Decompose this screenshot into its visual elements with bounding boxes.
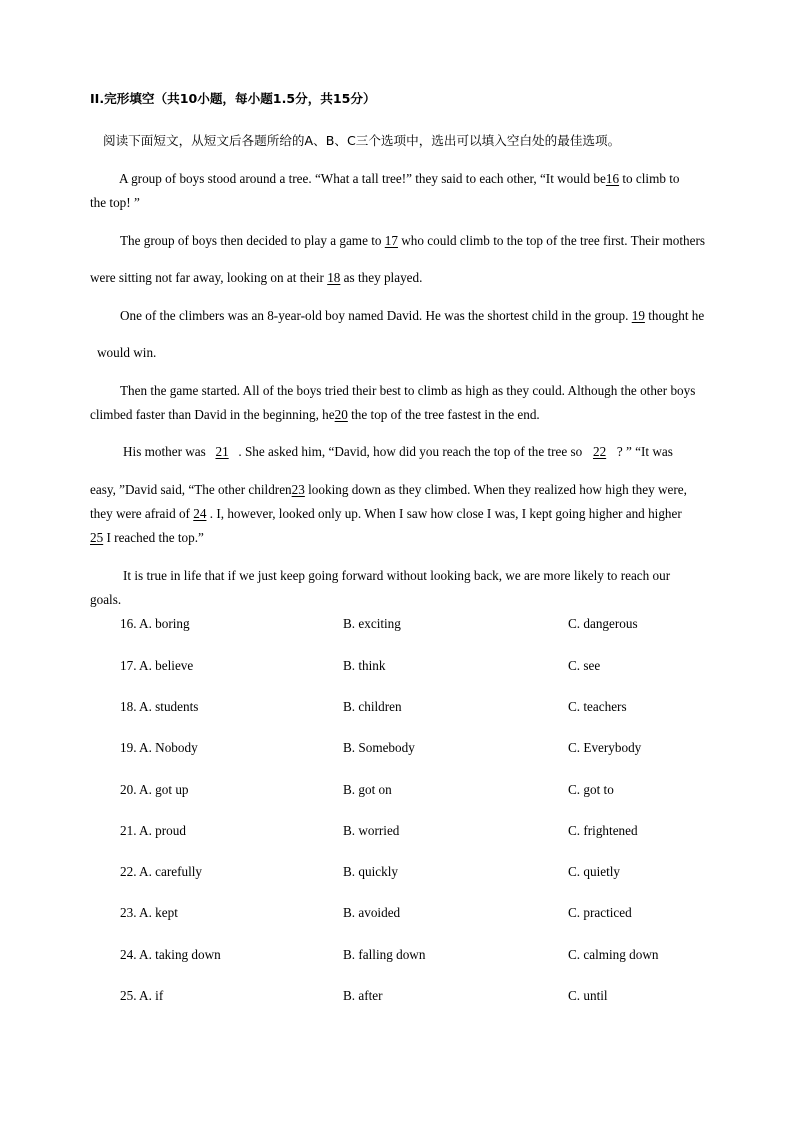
option-a: 24. A. taking down [120, 947, 221, 962]
blank-16: 16 [605, 171, 620, 186]
blank-22: 22 [592, 444, 607, 459]
section-heading: II.完形填空（共10小题，每小题1.5分，共15分） [90, 91, 376, 106]
option-a: 16. A. boring [120, 616, 190, 631]
option-a: 22. A. carefully [120, 864, 203, 879]
option-a: 25. A. if [120, 988, 164, 1003]
option-a: 19. A. Nobody [120, 740, 198, 755]
option-a: 18. A. students [120, 699, 199, 714]
passage-line [90, 406, 540, 424]
option-c: C. until [568, 988, 608, 1003]
option-c: C. quietly [568, 864, 621, 879]
passage-text: . She asked him, “David, how did you reach the top of the tree so [238, 444, 583, 459]
option-b: B. Somebody [343, 740, 415, 755]
passage-text: as they played. [343, 270, 423, 285]
passage-text: looking down as they climbed. When they realized how high they were, [308, 482, 687, 497]
blank-21: 21 [215, 444, 229, 459]
passage-line [90, 194, 140, 212]
option-c: C. frightened [568, 823, 638, 838]
option-b: B. worried [343, 823, 400, 838]
option-c: C. practiced [568, 905, 632, 920]
option-b: B. got on [343, 782, 392, 797]
option-b: B. avoided [343, 905, 401, 920]
option-c: C. calming down [568, 947, 659, 962]
passage-text: A group of boys stood around a tree. “What a tall tree!” they said to each other, “It would be [119, 171, 606, 186]
passage-text: Then the game started. All of the boys tried their best to climb as high as they could. Although the other boys [120, 383, 696, 398]
passage-text: would win. [97, 345, 157, 360]
option-a: 23. A. kept [120, 905, 178, 920]
blank-20: 20 [334, 407, 348, 422]
passage-text: who could climb to the top of the tree first. Their mothers [401, 233, 705, 248]
passage-line [120, 382, 695, 400]
passage-text: goals. [90, 592, 122, 607]
passage-line [90, 529, 204, 547]
option-c: C. got to [568, 782, 614, 797]
passage-text: ? ” “It was [616, 444, 673, 459]
option-b: B. falling down [343, 947, 426, 962]
passage-line [97, 344, 156, 362]
passage-text: were sitting not far away, looking on at their [90, 270, 324, 285]
blank-19: 19 [631, 308, 645, 323]
option-c: C. Everybody [568, 740, 642, 755]
option-c: C. see [568, 658, 601, 673]
passage-text: easy, ”David said, “The other children [90, 482, 292, 497]
passage-text: One of the climbers was an 8-year-old boy named David. He was the shortest child in the group. [120, 308, 629, 323]
passage-text: thought he [648, 308, 705, 323]
option-a: 17. A. believe [120, 658, 194, 673]
passage-text: It is true in life that if we just keep going forward without looking back, we are more likely to reach our [123, 568, 671, 583]
passage-line [119, 170, 680, 188]
option-a: 20. A. got up [120, 782, 189, 797]
passage-line [120, 307, 704, 325]
passage-line [123, 443, 673, 461]
passage-text: the top of the tree fastest in the end. [351, 407, 540, 422]
passage-line [90, 481, 687, 499]
passage-text: they were afraid of [90, 506, 190, 521]
passage-line [90, 591, 121, 609]
option-a: 21. A. proud [120, 823, 186, 838]
passage-text: His mother was [123, 444, 206, 459]
blank-25: 25 [90, 530, 104, 545]
blank-23: 23 [291, 482, 305, 497]
blank-17: 17 [384, 233, 398, 248]
passage-text: to climb to [622, 171, 680, 186]
option-b: B. think [343, 658, 386, 673]
option-b: B. quickly [343, 864, 398, 879]
passage-line [123, 567, 670, 585]
passage-text: the top! ” [90, 195, 140, 210]
option-c: C. dangerous [568, 616, 638, 631]
passage-text: climbed faster than David in the beginning, he [90, 407, 335, 422]
blank-24: 24 [193, 506, 207, 521]
passage-text: I reached the top.” [106, 530, 204, 545]
option-b: B. children [343, 699, 402, 714]
blank-18: 18 [327, 270, 341, 285]
section-instruction: 阅读下面短文，从短文后各题所给的A、B、C三个选项中，选出可以填入空白处的最佳选项。 [103, 133, 621, 148]
option-b: B. exciting [343, 616, 401, 631]
passage-line [120, 232, 705, 250]
option-b: B. after [343, 988, 383, 1003]
option-c: C. teachers [568, 699, 627, 714]
passage-line [90, 505, 682, 523]
passage-text: The group of boys then decided to play a game to [120, 233, 382, 248]
passage-line [90, 269, 422, 287]
passage-text: . I, however, looked only up. When I saw how close I was, I kept going higher and higher [209, 506, 682, 521]
